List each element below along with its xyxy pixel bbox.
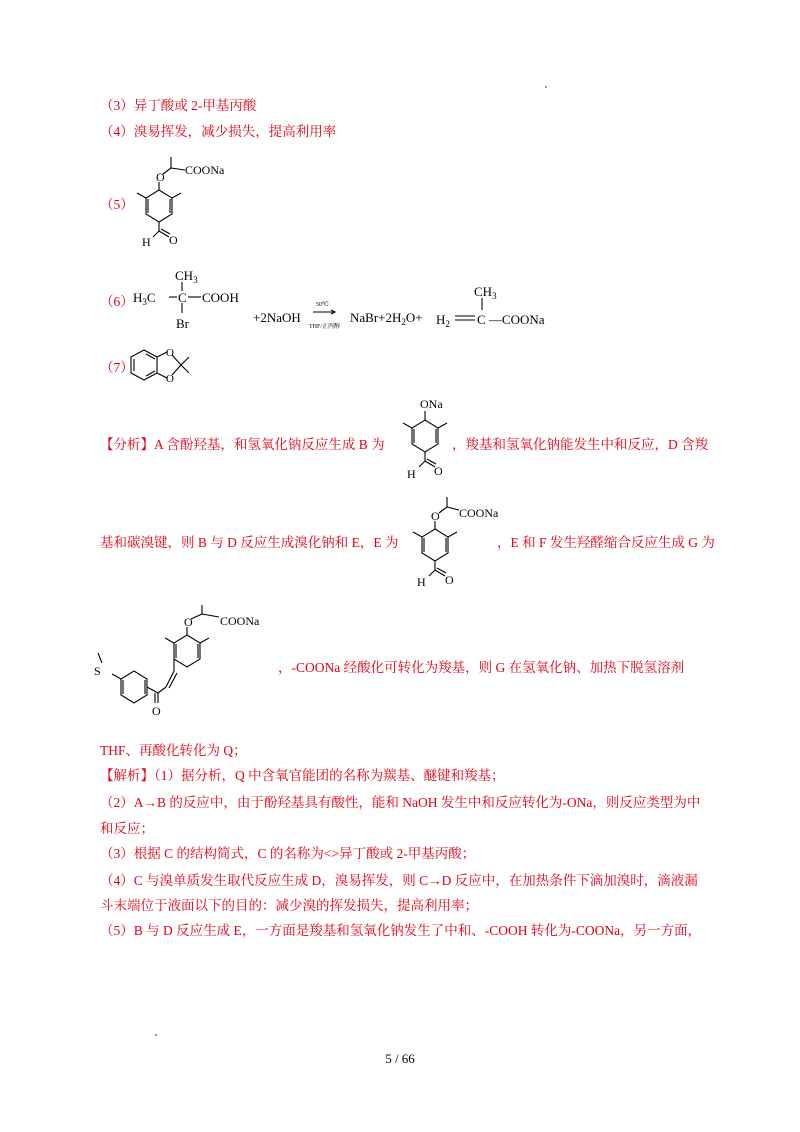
explanation-2a: （2）A→B 的反应中，由于酚羟基具有酸性，能和 NaOH 发生中和反应转化为-ONa，则反应类型为中 <box>100 795 701 810</box>
analysis-line-3: ，-COONa 经酸化可转化为羧基，则 G 在氢氧化钠、加热下脱氢溶剂 <box>278 660 685 675</box>
oxygen-label: O <box>431 509 440 523</box>
analysis-line-4: THF、再酸化转化为 Q； <box>100 743 247 758</box>
explanation-1: 【解析】（1）据分析，Q 中含氧官能团的名称为羰基、醚键和羧基； <box>100 768 505 783</box>
product-methyl-label: $CH_3$ <box>474 284 497 301</box>
aldehyde-h-label: H <box>407 467 416 481</box>
page-number: 5 / 66 <box>385 1051 415 1066</box>
analysis-line-1: 【分析】A 含酚羟基，和氢氧化钠反应生成 B 为 <box>100 437 385 452</box>
explanation-5: （5）B 与 D 反应生成 E，一方面是羧基和氢氧化钠发生了中和、-COOH 转化为-COONa，另一方面， <box>100 923 702 938</box>
condition-solvent: THF/正丙醇 <box>309 324 341 330</box>
product-coona-label: C —COONa <box>477 312 545 327</box>
cooh-label: COOH <box>202 290 239 305</box>
structure-answer-5 <box>125 148 255 258</box>
coona-label: COONa <box>185 163 225 177</box>
explanation-4a: （4）C 与溴单质发生取代反应生成 D，溴易挥发，则 C→D 反应中，在加热条件下滴加溴时，滴液漏 <box>100 873 698 888</box>
h3c-label: $H_3C$ <box>133 290 156 307</box>
structure-g <box>92 605 292 725</box>
oxygen-label: O <box>184 615 193 629</box>
answer-3: （3）异丁酸或 2-甲基丙酸 <box>100 98 257 113</box>
bromine-label: Br <box>176 316 189 331</box>
analysis-line-2-cont: ，E 和 F 发生羟醛缩合反应生成 G 为 <box>497 535 715 550</box>
products-label: $NaBr+2H_2O+$ <box>350 310 423 327</box>
answer-6-label: （6） <box>100 294 134 309</box>
coona-label: COONa <box>220 614 260 628</box>
explanation-2b: 和反应； <box>100 821 154 836</box>
structure-answer-7 <box>125 340 215 390</box>
aldehyde-o-label: O <box>434 464 443 478</box>
oxygen-top-label: O <box>166 347 174 359</box>
h2c-label: $H_2$ <box>436 312 450 329</box>
methyl-label: $CH_3$ <box>175 268 198 285</box>
aldehyde-h-label: H <box>142 235 151 249</box>
answer-4: （4）溴易挥发，减少损失，提高利用率 <box>100 124 337 139</box>
analysis-line-2: 基和碳溴键，则 B 与 D 反应生成溴化钠和 E，E 为 <box>100 535 399 550</box>
explanation-3: （3）根据 C 的结构简式，C 的名称为<>异丁酸或 2-甲基丙酸； <box>100 846 476 861</box>
scan-dot <box>155 1034 157 1036</box>
oxygen-label: O <box>156 170 165 184</box>
condition-temperature: 50℃ <box>316 302 329 308</box>
analysis-line-1-cont: ，羧基和氢氧化钠能发生中和反应，D 含羧 <box>452 437 709 452</box>
scan-dot <box>545 86 547 88</box>
ona-label: ONa <box>420 397 443 411</box>
coona-label: COONa <box>459 506 499 520</box>
aldehyde-o-label: O <box>445 573 454 587</box>
aldehyde-o-label: O <box>169 233 178 247</box>
sulfur-label: S <box>94 664 101 678</box>
ketone-o-label: O <box>152 704 161 718</box>
naoh-label: +2NaOH <box>253 310 301 325</box>
central-carbon-label: C <box>178 290 187 305</box>
answer-5-label: （5） <box>100 197 134 212</box>
answer-7-label: （7） <box>100 360 134 375</box>
aldehyde-h-label: H <box>417 575 426 589</box>
reaction-equation-6 <box>125 265 585 340</box>
explanation-4b: 斗末端位于液面以下的目的：减少溴的挥发损失，提高利用率； <box>100 898 478 913</box>
oxygen-bottom-label: O <box>166 373 174 385</box>
